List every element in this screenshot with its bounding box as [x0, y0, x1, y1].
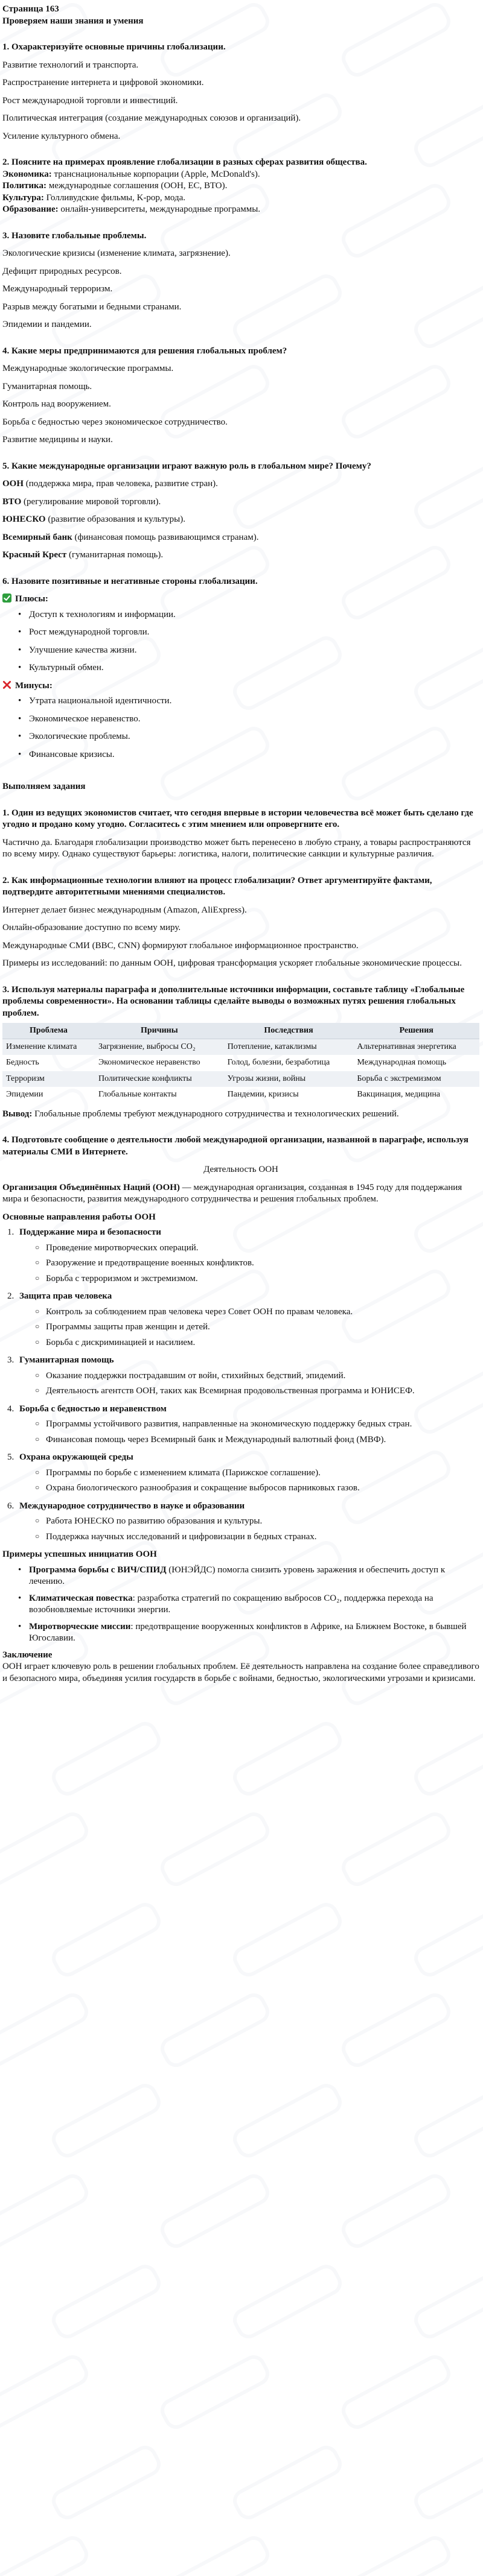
- direction-item: [7, 1501, 479, 1543]
- table-row: [2, 1039, 479, 1055]
- green-check-icon: [2, 593, 11, 603]
- table-cell: Терроризм: [2, 1071, 95, 1087]
- watermark-mark: [337, 2170, 455, 2252]
- direction-item: [7, 1227, 479, 1285]
- question-5-item: [2, 496, 479, 508]
- table-row: [2, 1087, 479, 1103]
- report-heading: Деятельность ООН: [203, 1165, 278, 1175]
- table-row: [2, 1055, 479, 1071]
- list-item: • Улучшение качества жизни.: [29, 645, 479, 657]
- watermark-mark: [156, 1989, 273, 2071]
- question-1-line: Политическая интеграция (создание международных союзов и организаций).: [2, 113, 301, 123]
- task-3: [2, 984, 479, 1121]
- item-text: (финансовая помощь развивающимся странам).: [72, 532, 259, 542]
- list-item: • Экономическое неравенство.: [29, 714, 479, 726]
- watermark-mark: [337, 1808, 455, 1890]
- task-1-title: 1. Один из ведущих экономистов считает, что сегодня впервые в истории человечества всё может быть сделано где угодно и продано кому угодно. Согласитесь с этим мнением или опровергните его.: [2, 808, 473, 829]
- directions-list: [2, 1227, 479, 1543]
- task-2-line: Интернет делает бизнес международным (Amazon, AliExpress).: [2, 905, 247, 915]
- direction-number: 2.: [7, 1291, 14, 1302]
- pros-list: [2, 609, 479, 674]
- watermark-mark: [0, 1808, 92, 1890]
- watermark-mark: [0, 1989, 92, 2071]
- example-text: : предотвращение вооруженных конфликтов в Африке, на Ближнем Востоке, в бывшей Югославии.: [29, 1621, 467, 1644]
- item-text: (поддержка мира, прав человека, развитие стран).: [24, 479, 218, 489]
- table-cell: Политические конфликты: [95, 1071, 224, 1087]
- watermark-mark: [410, 1718, 483, 1800]
- table-header-cell: Решения: [353, 1023, 479, 1039]
- question-3-line: Экологические кризисы (изменение климата, загрязнение).: [2, 248, 231, 258]
- task-2-line: Международные СМИ (BBC, CNN) формируют глобальное информационное пространство.: [2, 940, 359, 951]
- list-item: ○ Борьба с дискриминацией и насилием.: [46, 1337, 479, 1349]
- global-problems-table: [2, 1023, 479, 1103]
- list-item: ○ Деятельность агентств ООН, таких как Всемирная продовольственная программа и ЮНИСЕФ.: [46, 1385, 479, 1397]
- watermark-mark: [156, 2351, 273, 2433]
- watermark-mark: [410, 2261, 483, 2343]
- question-2-item: [2, 180, 479, 192]
- intro-text: — международная организация, созданная в 1945 году для поддержания мира и безопасности, развития международного сотрудничества и решения глобальных проблем.: [2, 1182, 462, 1204]
- task-1: [2, 808, 479, 861]
- question-2: [2, 157, 479, 216]
- item-text: международные соглашения (ООН, ЕС, ВТО).: [46, 181, 228, 191]
- watermark-mark: [410, 1899, 483, 1981]
- question-5-title: 5. Какие международные организации играют важную роль в глобальном мире? Почему?: [2, 461, 371, 471]
- question-3-line: Разрыв между богатыми и бедными странами.: [2, 302, 182, 312]
- watermark-mark: [337, 1989, 455, 2071]
- table-cell: Пандемии, кризисы: [227, 1089, 299, 1099]
- list-item: [29, 1621, 479, 1645]
- question-1: [2, 42, 479, 142]
- task-3-conclusion: [2, 1109, 479, 1121]
- examples-heading: Примеры успешных инициатив ООН: [2, 1549, 157, 1560]
- table-cell: Бедность: [6, 1058, 39, 1068]
- example-text: : разработка стратегий по сокращению выбросов CO₂, поддержка перехода на возобновляемые источники энергии.: [29, 1593, 433, 1615]
- direction-item: [7, 1404, 479, 1446]
- summary-heading: Заключение: [2, 1650, 53, 1660]
- task-4: [2, 1135, 479, 1685]
- question-3: [2, 230, 479, 331]
- question-4-title: 4. Какие меры предпринимаются для решения глобальных проблем?: [2, 346, 287, 356]
- item-label: ВТО: [2, 496, 22, 507]
- task-2-title: 2. Как информационные технологии влияют на процесс глобализации? Ответ аргументируйте фактами, подтвердите авторитетными мнениями специалистов.: [2, 875, 432, 897]
- direction-title: Охрана окружающей среды: [19, 1452, 133, 1463]
- question-5-item: [2, 514, 479, 526]
- summary-text: ООН играет ключевую роль в решении глобальных проблем. Её деятельность направлена на создание более справедливого и безопасного мира, объединяя усилия государств в борьбе с войнами, бедностью, экологическими угрозами и кризисами.: [2, 1662, 479, 1683]
- direction-title: Защита прав человека: [19, 1291, 112, 1302]
- watermark-mark: [229, 2442, 346, 2524]
- watermark-mark: [229, 2261, 346, 2343]
- question-3-line: Международный терроризм.: [2, 284, 113, 294]
- list-item: • Финансовые кризисы.: [29, 749, 479, 761]
- table-cell: Голод, болезни, безработица: [227, 1058, 330, 1068]
- question-1-line: Усиление культурного обмена.: [2, 131, 121, 141]
- list-item: ○ Финансовая помощь через Всемирный банк и Международный валютный фонд (МВФ).: [46, 1434, 479, 1446]
- list-item: [29, 1593, 479, 1616]
- example-label: Миротворческие миссии: [29, 1621, 131, 1631]
- watermark-mark: [410, 2080, 483, 2162]
- conclusion-text: Глобальные проблемы требуют международного сотрудничества и технологических решений.: [32, 1109, 399, 1119]
- list-item: ○ Оказание поддержки пострадавшим от войн, стихийных бедствий, эпидемий.: [46, 1370, 479, 1382]
- cons-list: [2, 695, 479, 761]
- item-text: Голливудские фильмы, K-pop, мода.: [43, 192, 186, 203]
- examples-list: [2, 1565, 479, 1645]
- question-5: [2, 461, 479, 562]
- question-2-item: [2, 169, 479, 181]
- list-item: ○ Программы устойчивого развития, направленные на экономическую поддержку бедных стран.: [46, 1419, 479, 1431]
- item-text: (развитие образования и культуры).: [45, 514, 186, 524]
- table-cell: Международная помощь: [357, 1058, 446, 1068]
- direction-number: 3.: [7, 1355, 14, 1366]
- list-item: ○ Охрана биологического разнообразия и сокращение выбросов парниковых газов.: [46, 1483, 479, 1495]
- direction-title: Поддержание мира и безопасности: [19, 1227, 161, 1238]
- item-label: Красный Крест: [2, 550, 67, 560]
- list-item: ○ Программы защиты прав женщин и детей.: [46, 1321, 479, 1334]
- watermark-mark: [337, 2351, 455, 2433]
- question-4-line: Контроль над вооружением.: [2, 399, 111, 409]
- item-label: Экономика:: [2, 169, 52, 179]
- direction-title: Международное сотрудничество в науке и образовании: [19, 1501, 245, 1511]
- task-4-title: 4. Подготовьте сообщение о деятельности любой международной организации, названной в параграфе, используя материалы СМИ в Интернете.: [2, 1135, 469, 1157]
- question-3-line: Эпидемии и пандемии.: [2, 320, 92, 329]
- question-5-item: [2, 478, 479, 490]
- table-cell: Угрозы жизни, войны: [224, 1071, 354, 1087]
- question-6-title: 6. Назовите позитивные и негативные стороны глобализации.: [2, 576, 258, 586]
- item-text: транснациональные корпорации (Apple, McDonald's).: [51, 169, 260, 179]
- list-item: ○ Программы по борьбе с изменением климата (Парижское соглашение).: [46, 1467, 479, 1479]
- watermark-mark: [0, 2532, 92, 2576]
- table-cell: Экономическое неравенство: [98, 1058, 200, 1068]
- question-4: [2, 346, 479, 446]
- list-item: • Доступ к технологиям и информации.: [29, 609, 479, 621]
- table-cell: Альтернативная энергетика: [353, 1039, 479, 1055]
- task-2-line: Онлайн-образование доступно по всему миру.: [2, 923, 181, 932]
- question-4-line: Гуманитарная помощь.: [2, 381, 92, 391]
- watermark-mark: [48, 2080, 165, 2162]
- list-item: ○ Проведение миротворческих операций.: [46, 1242, 479, 1255]
- question-4-line: Развитие медицины и науки.: [2, 435, 113, 445]
- item-label: Образование:: [2, 204, 59, 214]
- example-text: (ЮНЭЙДС) помогла снизить уровень заражения и обеспечить доступ к лечению.: [29, 1565, 446, 1587]
- watermark-mark: [229, 2080, 346, 2162]
- question-1-line: Развитие технологий и транспорта.: [2, 60, 139, 70]
- conclusion-label: Вывод:: [2, 1109, 33, 1119]
- question-1-line: Рост международной торговли и инвестиций.: [2, 95, 178, 106]
- intro-label: Организация Объединённых Наций (ООН): [2, 1182, 180, 1192]
- tasks-title: Выполняем задания: [2, 782, 86, 791]
- direction-number: 5.: [7, 1452, 14, 1463]
- pros-heading: [2, 593, 479, 606]
- table-cell: Борьба с экстремизмом: [353, 1071, 479, 1087]
- table-row: [2, 1071, 479, 1087]
- question-1-line: Распространение интернета и цифровой экономики.: [2, 78, 204, 87]
- item-label: ЮНЕСКО: [2, 514, 46, 524]
- task-2-line: Примеры из исследований: по данным ООН, цифровая трансформация ускоряет глобальные экономические процессы.: [2, 958, 462, 968]
- direction-item: [7, 1452, 479, 1495]
- list-item: ○ Борьба с терроризмом и экстремизмом.: [46, 1273, 479, 1285]
- watermark-mark: [156, 2170, 273, 2252]
- task-3-title: 3. Используя материалы параграфа и дополнительные источники информации, составьте таблицу «Глобальные проблемы современности». На основании таблицы сделайте выводы о возможных путях решения глобальных проблем.: [2, 984, 465, 1018]
- table-cell: Потепление, катаклизмы: [224, 1039, 354, 1055]
- table-header-row: [2, 1023, 479, 1039]
- red-cross-icon: [2, 680, 11, 689]
- list-item: • Утрата национальной идентичности.: [29, 695, 479, 707]
- example-label: Программа борьбы с ВИЧ/СПИД: [29, 1565, 167, 1575]
- page-title: Страница 163: [2, 4, 59, 14]
- list-item: • Культурный обмен.: [29, 662, 479, 674]
- watermark-mark: [48, 2261, 165, 2343]
- cons-label: Минусы:: [15, 680, 53, 691]
- item-label: Всемирный банк: [2, 532, 72, 542]
- list-item: ○ Работа ЮНЕСКО по развитию образования и культуры.: [46, 1516, 479, 1528]
- question-2-item: [2, 204, 479, 216]
- list-item: • Рост международной торговли.: [29, 627, 479, 639]
- directions-heading: Основные направления работы ООН: [2, 1212, 156, 1222]
- pros-label: Плюсы:: [15, 594, 48, 604]
- table-cell: Глобальные контакты: [98, 1089, 177, 1099]
- watermark-mark: [156, 1808, 273, 1890]
- question-1-title: 1. Охарактеризуйте основные причины глобализации.: [2, 42, 226, 52]
- table-cell: Загрязнение, выбросы CO₂: [95, 1039, 224, 1055]
- watermark-mark: [337, 2532, 455, 2576]
- watermark-mark: [156, 2532, 273, 2576]
- table-header-cell: Последствия: [224, 1023, 354, 1039]
- direction-number: 4.: [7, 1404, 14, 1414]
- table-cell: Изменение климата: [2, 1039, 95, 1055]
- watermark-mark: [0, 2170, 92, 2252]
- item-text: онлайн-университеты, международные программы.: [58, 204, 261, 214]
- example-label: Климатическая повестка: [29, 1593, 133, 1603]
- question-4-line: Международные экологические программы.: [2, 364, 174, 373]
- question-5-item: [2, 532, 479, 544]
- question-3-line: Дефицит природных ресурсов.: [2, 266, 122, 276]
- watermark-mark: [0, 2351, 92, 2433]
- direction-title: Гуманитарная помощь: [19, 1355, 114, 1366]
- direction-number: 6.: [7, 1501, 14, 1511]
- watermark-mark: [410, 2442, 483, 2524]
- table-header-cell: Проблема: [2, 1023, 95, 1039]
- list-item: [29, 1565, 479, 1588]
- question-2-item: [2, 192, 479, 204]
- list-item: ○ Контроль за соблюдением прав человека через Совет ООН по правам человека.: [46, 1306, 479, 1318]
- direction-number: 1.: [7, 1227, 14, 1238]
- watermark-mark: [229, 1718, 346, 1800]
- direction-item: [7, 1291, 479, 1349]
- direction-item: [7, 1355, 479, 1397]
- item-text: (гуманитарная помощь).: [66, 550, 164, 560]
- list-item: ○ Поддержка научных исследований и цифровизации в бедных странах.: [46, 1531, 479, 1543]
- cons-heading: [2, 680, 479, 692]
- task-2: [2, 875, 479, 970]
- question-5-item: [2, 549, 479, 562]
- watermark-mark: [48, 2442, 165, 2524]
- table-header-cell: Причины: [95, 1023, 224, 1039]
- direction-title: Борьба с бедностью и неравенством: [19, 1404, 167, 1414]
- watermark-mark: [48, 1899, 165, 1981]
- table-cell: Эпидемии: [6, 1089, 43, 1099]
- item-text: (регулирование мировой торговли).: [21, 496, 161, 507]
- question-4-line: Борьба с бедностью через экономическое сотрудничество.: [2, 417, 228, 427]
- task-1-answer: Частично да. Благодаря глобализации производство может быть перенесено в любую страну, а товары распространяются по всему миру. Однако существуют барьеры: логистика, налоги, политические санкции и культурные различия.: [2, 837, 471, 859]
- item-label: Культура:: [2, 192, 44, 203]
- section-title: Проверяем наши знания и умения: [2, 16, 144, 26]
- watermark-mark: [229, 1899, 346, 1981]
- item-label: ООН: [2, 479, 24, 489]
- item-label: Политика:: [2, 181, 46, 191]
- list-item: ○ Разоружение и предотвращение военных конфликтов.: [46, 1258, 479, 1270]
- table-cell: Вакцинация, медицина: [357, 1089, 441, 1099]
- question-2-title: 2. Поясните на примерах проявление глобализации в разных сферах развития общества.: [2, 157, 367, 167]
- question-6: [2, 576, 479, 761]
- watermark-mark: [48, 1718, 165, 1800]
- report-intro: [2, 1182, 479, 1206]
- question-3-title: 3. Назовите глобальные проблемы.: [2, 230, 147, 241]
- list-item: • Экологические проблемы.: [29, 731, 479, 743]
